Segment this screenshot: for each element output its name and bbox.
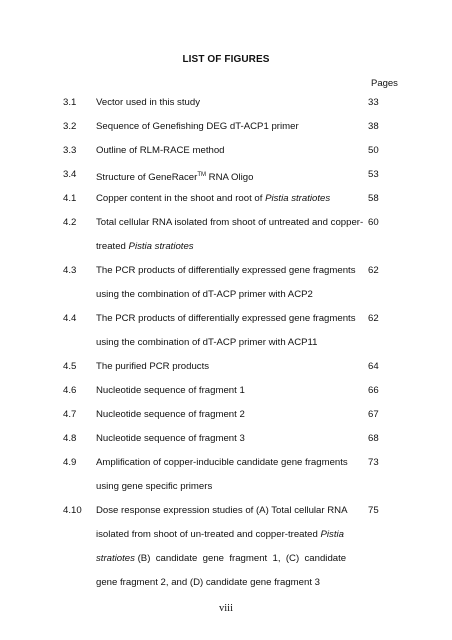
figure-number: 4.10: [63, 505, 82, 516]
trademark-superscript: TM: [197, 172, 206, 178]
figure-number: 3.1: [63, 97, 77, 108]
figure-number: 3.3: [63, 145, 77, 156]
figure-caption: Nucleotide sequence of fragment 2: [96, 409, 245, 420]
figure-caption: Vector used in this study: [96, 97, 200, 108]
figure-page: 68: [368, 433, 379, 444]
figure-caption: Amplification of copper-inducible candidate gene fragments: [96, 457, 348, 468]
figure-number: 4.5: [63, 361, 77, 372]
page-number: viii: [218, 603, 233, 614]
figure-page: 73: [368, 457, 379, 468]
figure-caption: The PCR products of differentially expressed gene fragments: [96, 313, 356, 324]
figure-number: 4.1: [63, 193, 77, 204]
figure-number: 3.2: [63, 121, 77, 132]
figure-page: 66: [368, 385, 379, 396]
figure-page: 38: [368, 121, 379, 132]
figure-caption-continued: gene fragment 2, and (D) candidate gene fragment 3: [96, 577, 320, 588]
pages-column-label: Pages: [371, 78, 398, 89]
figure-page: 58: [368, 193, 379, 204]
figure-caption: Nucleotide sequence of fragment 3: [96, 433, 245, 444]
figure-page: 64: [368, 361, 379, 372]
figure-number: 4.2: [63, 217, 77, 228]
figure-caption-continued: using the combination of dT-ACP primer with ACP11: [96, 337, 318, 348]
figure-caption: Total cellular RNA isolated from shoot of untreated and copper-: [96, 217, 364, 228]
figure-page: 53: [368, 169, 379, 180]
figure-caption-continued: using the combination of dT-ACP primer with ACP2: [96, 289, 313, 300]
figure-number: 3.4: [63, 169, 77, 180]
figure-caption: The purified PCR products: [96, 361, 210, 372]
figure-caption: The PCR products of differentially expressed gene fragments: [96, 265, 356, 276]
figure-number: 4.7: [63, 409, 77, 420]
figure-number: 4.6: [63, 385, 77, 396]
figure-page: 50: [368, 145, 379, 156]
figure-number: 4.3: [63, 265, 77, 276]
figure-page: 62: [368, 313, 379, 324]
figure-page: 67: [368, 409, 379, 420]
figure-caption-continued: using gene specific primers: [96, 481, 213, 492]
figure-number: 4.8: [63, 433, 77, 444]
figure-page: 33: [368, 97, 379, 108]
figure-caption: Structure of GeneRacer™ RNA Oligo: [96, 172, 254, 183]
figure-caption: Copper content in the shoot and root of Pistia stratiotes: [96, 193, 331, 204]
figure-caption-continued: stratiotes (B) candidate gene fragment 1, (C) candidate: [96, 553, 347, 564]
figure-caption: Outline of RLM-RACE method: [96, 145, 225, 156]
figure-caption: Nucleotide sequence of fragment 1: [96, 385, 245, 396]
figure-caption-continued: treated Pistia stratiotes: [96, 241, 194, 252]
figure-caption-continued: isolated from shoot of un-treated and copper-treated Pistia: [96, 529, 344, 540]
figure-number: 4.4: [63, 313, 77, 324]
figure-caption: Dose response expression studies of (A) Total cellular RNA: [96, 505, 348, 516]
page-title: LIST OF FIGURES: [182, 54, 270, 65]
figure-caption: Sequence of Genefishing DEG dT-ACP1 primer: [96, 121, 299, 132]
figure-page: 60: [368, 217, 379, 228]
figure-page: 62: [368, 265, 379, 276]
figure-number: 4.9: [63, 457, 77, 468]
figure-page: 75: [368, 505, 379, 516]
